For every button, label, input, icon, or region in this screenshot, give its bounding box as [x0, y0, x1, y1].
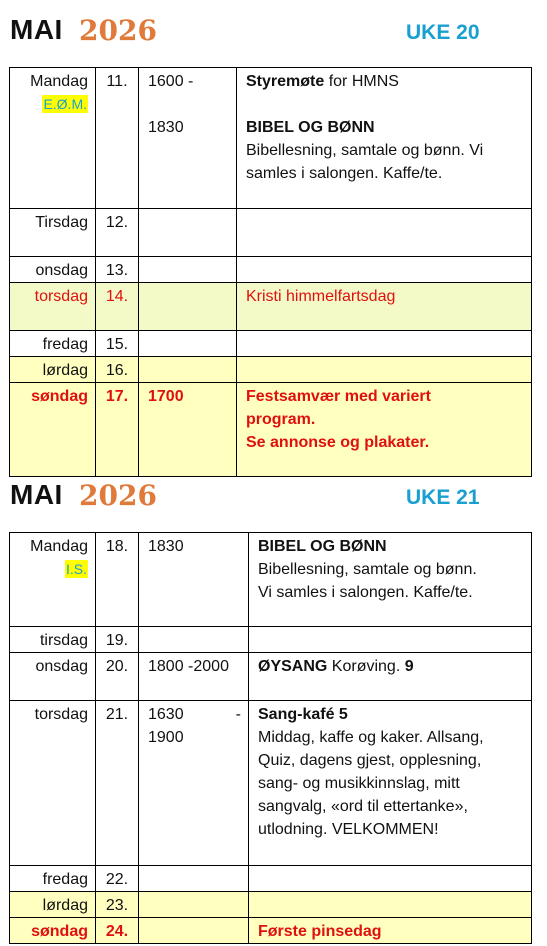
host-tag: E.Ø.M. — [43, 96, 87, 112]
holiday-label: Første pinsedag — [249, 918, 532, 944]
time-cell — [139, 68, 237, 209]
event-detail: samles i salongen. Kaffe/te. — [246, 165, 443, 182]
description-cell — [249, 627, 532, 653]
description-cell — [237, 68, 532, 209]
time-start: 1600 - — [148, 73, 194, 90]
event-title: program. — [246, 411, 316, 428]
event-detail: Korøving. — [327, 658, 405, 675]
date-cell: 17. — [96, 383, 139, 477]
table-row — [10, 257, 532, 283]
day-label: tirsdag — [10, 627, 96, 653]
time-cell: 1830 — [139, 533, 249, 627]
time-start: 1630 — [148, 706, 184, 723]
time-cell — [139, 283, 237, 331]
description-cell — [237, 209, 532, 257]
table-row — [10, 533, 532, 627]
table-row — [10, 701, 532, 866]
day-label: Tirsdag — [10, 209, 96, 257]
description-cell — [249, 653, 532, 701]
day-cell — [10, 68, 96, 209]
time-cell — [139, 892, 249, 918]
time-cell — [139, 918, 249, 944]
description-cell — [249, 533, 532, 627]
table-row — [10, 866, 532, 892]
time-cell — [139, 257, 237, 283]
date-cell: 19. — [96, 627, 139, 653]
event-detail: Vi samles i salongen. Kaffe/te. — [258, 584, 473, 601]
description-cell — [237, 257, 532, 283]
date-cell: 18. — [96, 533, 139, 627]
table-row — [10, 627, 532, 653]
time-cell — [139, 627, 249, 653]
event-title: Styremøte — [246, 73, 325, 90]
week21-table — [9, 532, 532, 944]
event-title: Sang-kafé 5 — [258, 706, 348, 723]
date-cell: 15. — [96, 331, 139, 357]
event-detail: Bibellesning, samtale og bønn. — [258, 561, 477, 578]
description-cell — [249, 866, 532, 892]
time-cell — [139, 866, 249, 892]
year-label: 2026 — [79, 14, 157, 47]
event-detail: Middag, kaffe og kaker. Allsang, — [258, 729, 484, 746]
table-row — [10, 653, 532, 701]
table-row — [10, 331, 532, 357]
date-cell: 21. — [96, 701, 139, 866]
event-detail: sangvalg, «ord til ettertanke», — [258, 798, 468, 815]
week20-table — [9, 67, 532, 477]
event-detail: sang- og musikkinnslag, mitt — [258, 775, 460, 792]
date-cell: 23. — [96, 892, 139, 918]
day-label: onsdag — [10, 653, 96, 701]
month-label: MAI — [10, 479, 63, 510]
table-row — [10, 68, 532, 209]
description-cell — [237, 331, 532, 357]
description-cell — [237, 383, 532, 477]
table-row — [10, 209, 532, 257]
time-cell: 1800 -2000 — [139, 653, 249, 701]
event-detail: utlodning. VELKOMMEN! — [258, 821, 439, 838]
date-cell: 24. — [96, 918, 139, 944]
day-label: torsdag — [10, 283, 96, 331]
time-end: 1900 — [148, 729, 184, 746]
description-cell — [237, 357, 532, 383]
table-row — [10, 357, 532, 383]
event-title: BIBEL OG BØNN — [258, 538, 387, 555]
day-label: onsdag — [10, 257, 96, 283]
description-cell — [249, 892, 532, 918]
time-cell — [139, 357, 237, 383]
time-cell: 1700 — [139, 383, 237, 477]
date-cell: 16. — [96, 357, 139, 383]
day-label: lørdag — [10, 357, 96, 383]
date-cell: 22. — [96, 866, 139, 892]
date-cell: 11. — [96, 68, 139, 209]
week-label: UKE 21 — [406, 486, 480, 509]
event-detail: Quiz, dagens gjest, opplesning, — [258, 752, 482, 769]
date-cell: 14. — [96, 283, 139, 331]
time-dash: - — [235, 706, 241, 723]
week20-header — [0, 0, 547, 47]
day-cell — [10, 533, 96, 627]
host-tag: I.S. — [65, 561, 87, 577]
event-detail: Bibellesning, samtale og bønn. Vi — [246, 142, 484, 159]
day-label: Mandag — [30, 538, 88, 555]
day-label: torsdag — [10, 701, 96, 866]
time-end: 1830 — [148, 119, 184, 136]
date-cell: 20. — [96, 653, 139, 701]
event-detail: Se annonse og plakater. — [246, 434, 430, 451]
day-label: fredag — [10, 866, 96, 892]
event-title: ØYSANG — [258, 658, 328, 675]
description-cell — [249, 701, 532, 866]
date-cell: 12. — [96, 209, 139, 257]
day-label: lørdag — [10, 892, 96, 918]
week21-header — [0, 465, 547, 512]
event-number: 9 — [404, 658, 414, 675]
year-label: 2026 — [79, 479, 157, 512]
date-cell: 13. — [96, 257, 139, 283]
table-row — [10, 892, 532, 918]
week-label: UKE 20 — [406, 21, 480, 44]
month-label: MAI — [10, 14, 63, 45]
table-row — [10, 383, 532, 477]
day-label: fredag — [10, 331, 96, 357]
day-label: Mandag — [30, 73, 88, 90]
table-row — [10, 918, 532, 944]
event-detail: for HMNS — [324, 73, 399, 90]
event-title: Festsamvær med variert — [246, 388, 431, 405]
day-label: søndag — [10, 918, 96, 944]
time-cell — [139, 331, 237, 357]
day-label: søndag — [10, 383, 96, 477]
holiday-label: Kristi himmelfartsdag — [237, 283, 532, 331]
table-row — [10, 283, 532, 331]
time-cell — [139, 701, 249, 866]
time-cell — [139, 209, 237, 257]
event-title: BIBEL OG BØNN — [246, 119, 375, 136]
